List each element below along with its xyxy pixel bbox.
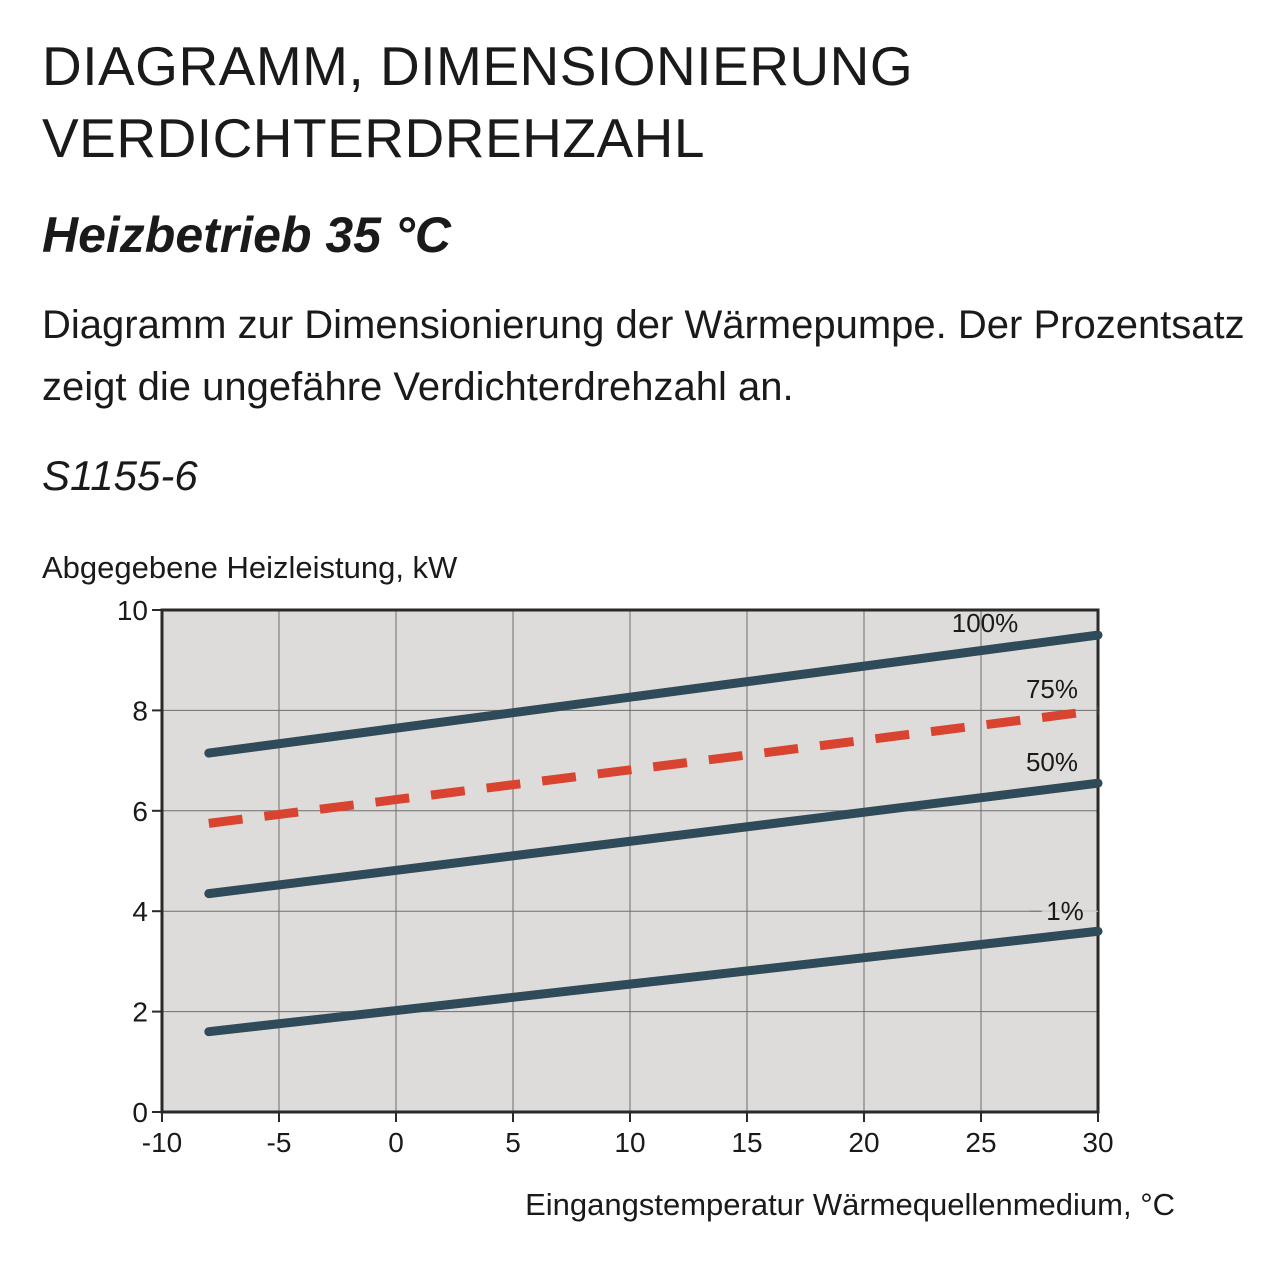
y-tick-label: 2 [132, 996, 148, 1028]
series-label-1pct: 1% [1046, 896, 1084, 927]
x-tick-label: 20 [848, 1127, 880, 1158]
x-axis-label: Eingangstemperatur Wärmequellenmedium, °C [525, 1187, 1175, 1222]
series-label-50pct: 50% [1025, 746, 1079, 777]
y-tick-label: 0 [132, 1097, 148, 1128]
y-tick-label: 10 [116, 595, 148, 626]
y-tick-label: 4 [132, 896, 148, 928]
x-tick-label: 10 [614, 1127, 646, 1158]
series-label-100pct: 100% [951, 608, 1019, 639]
y-tick-label: 6 [132, 795, 148, 827]
description: Diagramm zur Dimensionierung der Wärmepumpe. Der Prozentsatz zeigt die ungefähre Verdichterdrehzahl an. [42, 303, 1245, 409]
x-tick-label: -5 [266, 1127, 292, 1158]
x-tick-label: -10 [141, 1127, 183, 1158]
y-axis-label: Abgegebene Heizleistung, kW [42, 550, 458, 585]
x-tick-label: 15 [731, 1127, 763, 1158]
model-name: S1155-6 [42, 452, 198, 499]
page-title [42, 30, 913, 174]
title-line-1: DIAGRAMM, DIMENSIONIERUNG [42, 35, 914, 97]
series-label-75pct: 75% [1025, 674, 1079, 705]
x-tick-label: 30 [1082, 1127, 1114, 1158]
subtitle: Heizbetrieb 35 °C [42, 207, 452, 263]
chart [0, 540, 1280, 1240]
y-tick-label: 8 [132, 695, 148, 727]
x-tick-label: 0 [388, 1127, 404, 1158]
x-tick-label: 25 [965, 1127, 997, 1158]
x-tick-label: 5 [505, 1127, 521, 1158]
title-line-2: VERDICHTERDREHZAHL [42, 107, 705, 169]
